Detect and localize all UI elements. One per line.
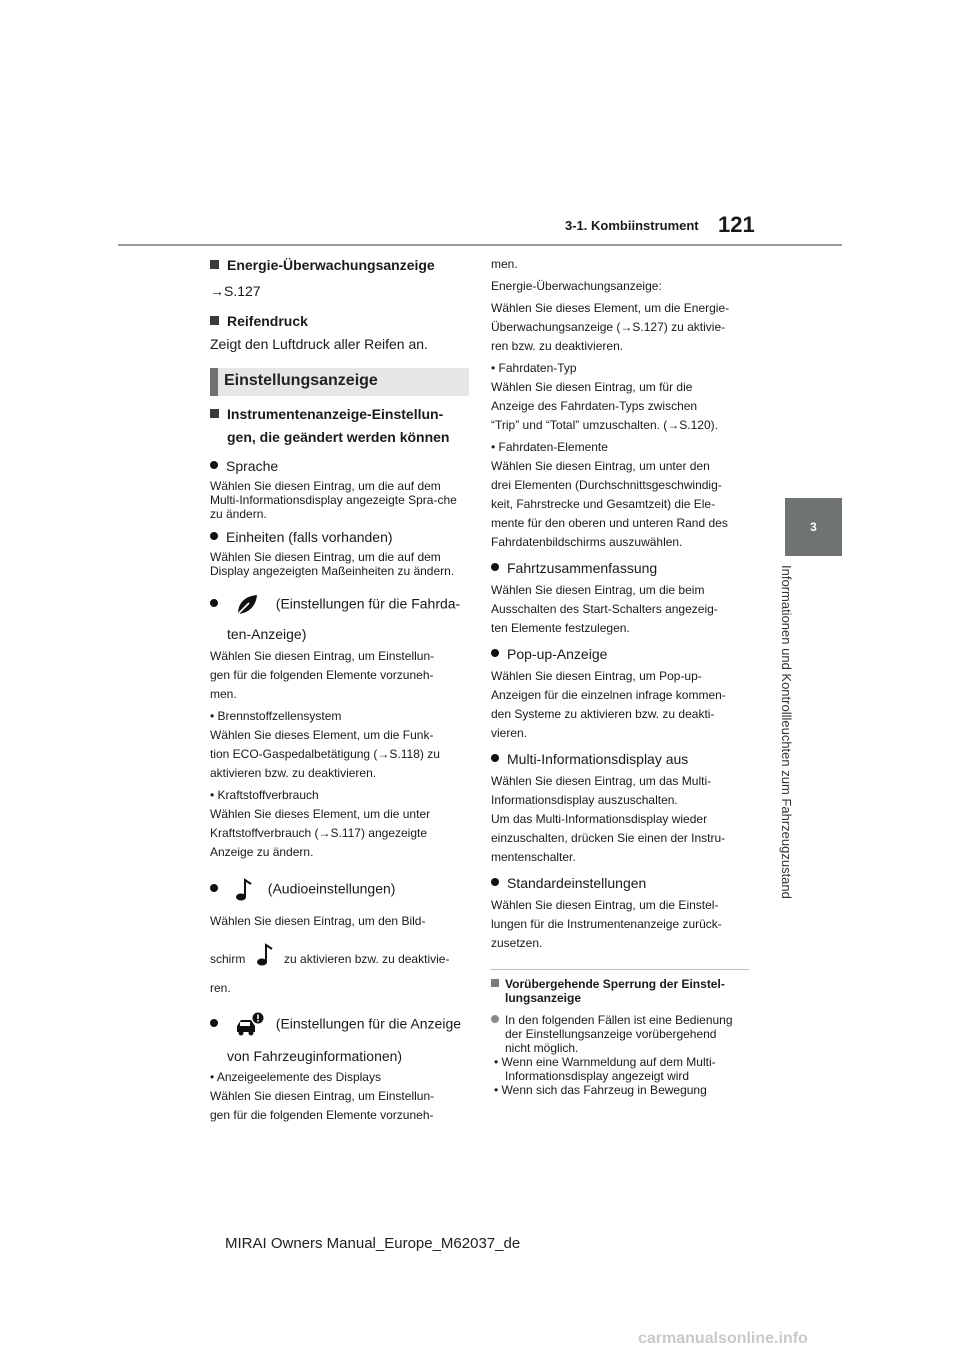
- text-r14: Wählen Sie diesen Eintrag, um die beim: [491, 583, 705, 597]
- list-item-typ: • Fahrdaten-Typ: [491, 361, 577, 375]
- text-r8: “Trip” und “Total” umzuschalten. (→S.120).: [491, 418, 718, 432]
- square-bullet-icon: [491, 979, 499, 987]
- text-audio-3: ren.: [210, 981, 231, 995]
- item-fahrdaten: (Einstellungen für die Fahrda-: [210, 592, 472, 618]
- chapter-tab: 3: [785, 498, 842, 556]
- text-audio: Wählen Sie diesen Eintrag, um den Bild-: [210, 914, 426, 928]
- note-heading-2: lungsanzeige: [505, 991, 582, 1005]
- list-item-anzeige: • Anzeigeelemente des Displays: [210, 1070, 381, 1084]
- bullet-icon: [210, 884, 218, 892]
- heading-reifen: Reifendruck: [210, 311, 472, 332]
- text-r28: zusetzen.: [491, 936, 543, 950]
- square-bullet-icon: [210, 316, 219, 325]
- chapter-side-title: [774, 565, 814, 965]
- text-sprache: Wählen Sie diesen Eintrag, um die auf dem Multi-Informationsdisplay angezeigte Spra-che zu ändern.: [210, 479, 457, 521]
- note-divider: [490, 969, 749, 970]
- text-fahrdaten-3: men.: [210, 687, 237, 701]
- right-column: [491, 255, 753, 953]
- list-item-elemente: • Fahrdaten-Elemente: [491, 440, 608, 454]
- text-r10: drei Elementen (Durchschnittsgeschwindig-: [491, 478, 722, 492]
- text-r1: men.: [491, 257, 518, 271]
- list-item-kraftstoff: • Kraftstoffverbrauch: [210, 788, 319, 802]
- page-number: 121: [718, 212, 755, 237]
- item-fahrzeuginfo: (Einstellungen für die Anzeige: [210, 1012, 472, 1038]
- bullet-icon: [210, 461, 218, 469]
- bullet-icon: [210, 532, 218, 540]
- text-brennstoff-3: aktivieren bzw. zu deaktivieren.: [210, 766, 377, 780]
- item-multi-info-aus: Multi-Informationsdisplay aus: [491, 749, 753, 769]
- text-r27: lungen für die Instrumentenanzeige zurück-: [491, 917, 722, 931]
- text-r26: Wählen Sie diesen Eintrag, um die Einstel-: [491, 898, 719, 912]
- text-kraftstoff-2: Kraftstoffverbrauch (→S.117) angezeigte: [210, 826, 428, 840]
- bullet-icon: [491, 649, 499, 657]
- text-r15: Ausschalten des Start-Schalters angezeig-: [491, 602, 718, 616]
- vehicle-info-icon: [234, 1012, 264, 1038]
- text-r18: Anzeigen für die einzelnen infrage kommen-: [491, 688, 726, 702]
- text-r3: Wählen Sie dieses Element, um die Energie-: [491, 301, 730, 315]
- note-list-item-1: • Wenn eine Warnmeldung auf dem Multi-: [494, 1055, 716, 1069]
- leaf-icon: [234, 592, 260, 618]
- text-brennstoff: Wählen Sie dieses Element, um die Funk-: [210, 728, 434, 742]
- bullet-icon: [210, 599, 218, 607]
- heading-instrument: Instrumentenanzeige-Einstellun-: [210, 404, 472, 425]
- text-r11: keit, Fahrstrecke und Gesamtzeit) die Ele-: [491, 497, 716, 511]
- text-r2: Energie-Überwachungsanzeige:: [491, 279, 662, 293]
- music-note-icon: [234, 878, 254, 902]
- text-r4: Überwachungsanzeige (→S.127) zu aktivie-: [491, 320, 726, 334]
- item-fahrdaten-2: ten-Anzeige): [227, 626, 307, 642]
- note-list-item-2: • Wenn sich das Fahrzeug in Bewegung: [494, 1083, 707, 1097]
- text-fahrdaten-2: gen für die folgenden Elemente vorzuneh-: [210, 668, 434, 682]
- left-column: [210, 255, 472, 354]
- section-title-box: [210, 368, 469, 396]
- square-bullet-icon: [210, 409, 219, 418]
- text-kraftstoff-3: Anzeige zu ändern.: [210, 845, 314, 859]
- heading-instrument-2: gen, die geändert werden können: [227, 429, 450, 445]
- note-paragraph-2: der Einstellungsanzeige vorübergehend: [505, 1027, 717, 1041]
- text-r21: Wählen Sie diesen Eintrag, um das Multi-: [491, 774, 712, 788]
- chapter-side-title-text: Informationen und Kontrollleuchten zum Fahrzeugzustand: [779, 565, 794, 899]
- text-r22: Informationsdisplay auszuschalten.: [491, 793, 678, 807]
- text-anzeige: Wählen Sie diesen Eintrag, um Einstellun-: [210, 1089, 435, 1103]
- item-audio: (Audioeinstellungen): [210, 878, 472, 902]
- text-r5: ren bzw. zu deaktivieren.: [491, 339, 624, 353]
- text-r9: Wählen Sie diesen Eintrag, um unter den: [491, 459, 710, 473]
- text-fahrdaten: Wählen Sie diesen Eintrag, um Einstellun-: [210, 649, 435, 663]
- note-paragraph-3: nicht möglich.: [505, 1041, 579, 1055]
- note-heading: Vorübergehende Sperrung der Einstel-: [491, 977, 753, 991]
- square-bullet-icon: [210, 260, 219, 269]
- text-r12: mente für den oberen und unteren Rand des: [491, 516, 728, 530]
- text-r13: Fahrdatenbildschirms auszuwählen.: [491, 535, 683, 549]
- header-divider: [118, 244, 842, 246]
- text-einheiten: Wählen Sie diesen Eintrag, um die auf dem Display angezeigten Maßeinheiten zu ändern.: [210, 550, 455, 578]
- text-reifen: Zeigt den Luftdruck aller Reifen an.: [210, 336, 428, 352]
- heading-energie: Energie-Überwachungsanzeige: [210, 255, 472, 276]
- section-accent-bar: [210, 368, 218, 396]
- note-block: [491, 977, 753, 1097]
- text-r19: den Systeme zu aktivieren bzw. zu deakti-: [491, 707, 715, 721]
- bullet-icon: [491, 878, 499, 886]
- left-column-settings: [210, 404, 472, 1125]
- ref-energie: →S.127: [210, 283, 261, 299]
- music-note-icon: [255, 943, 275, 967]
- note-list-item-1b: Informationsdisplay angezeigt wird: [505, 1069, 690, 1083]
- item-einheiten: Einheiten (falls vorhanden): [210, 527, 472, 547]
- item-sprache: Sprache: [210, 456, 472, 476]
- footer-text: MIRAI Owners Manual_Europe_M62037_de: [225, 1235, 521, 1252]
- section-heading: 3-1. Kombiinstrument: [565, 218, 699, 233]
- text-kraftstoff: Wählen Sie dieses Element, um die unter: [210, 807, 431, 821]
- text-r16: ten Elemente festzulegen.: [491, 621, 630, 635]
- text-r6: Wählen Sie diesen Eintrag, um für die: [491, 380, 693, 394]
- bullet-icon: [491, 1015, 499, 1023]
- item-fahrtzusammenfassung: Fahrtzusammenfassung: [491, 558, 753, 578]
- text-r7: Anzeige des Fahrdaten-Typs zwischen: [491, 399, 698, 413]
- text-anzeige-2: gen für die folgenden Elemente vorzuneh-: [210, 1108, 434, 1122]
- text-r23: Um das Multi-Informationsdisplay wieder: [491, 812, 708, 826]
- note-paragraph: In den folgenden Fällen ist eine Bedienung: [491, 1013, 753, 1027]
- bullet-icon: [210, 1019, 218, 1027]
- watermark: carmanualsonline.info: [638, 1330, 808, 1347]
- item-popup: Pop-up-Anzeige: [491, 644, 753, 664]
- list-item-brennstoff: • Brennstoffzellensystem: [210, 709, 342, 723]
- text-r25: mentenschalter.: [491, 850, 576, 864]
- bullet-icon: [491, 754, 499, 762]
- text-r17: Wählen Sie diesen Eintrag, um Pop-up-: [491, 669, 702, 683]
- section-title: Einstellungsanzeige: [224, 372, 378, 389]
- item-standardeinstellungen: Standardeinstellungen: [491, 873, 753, 893]
- bullet-icon: [491, 563, 499, 571]
- text-audio-2: schirm zu aktivieren bzw. zu deaktivie-: [210, 943, 472, 969]
- text-r24: einzuschalten, drücken Sie einen der Instru-: [491, 831, 726, 845]
- text-brennstoff-2: tion ECO-Gaspedalbetätigung (→S.118) zu: [210, 747, 440, 761]
- text-r20: vieren.: [491, 726, 528, 740]
- item-fahrzeuginfo-2: von Fahrzeuginformationen): [227, 1048, 403, 1064]
